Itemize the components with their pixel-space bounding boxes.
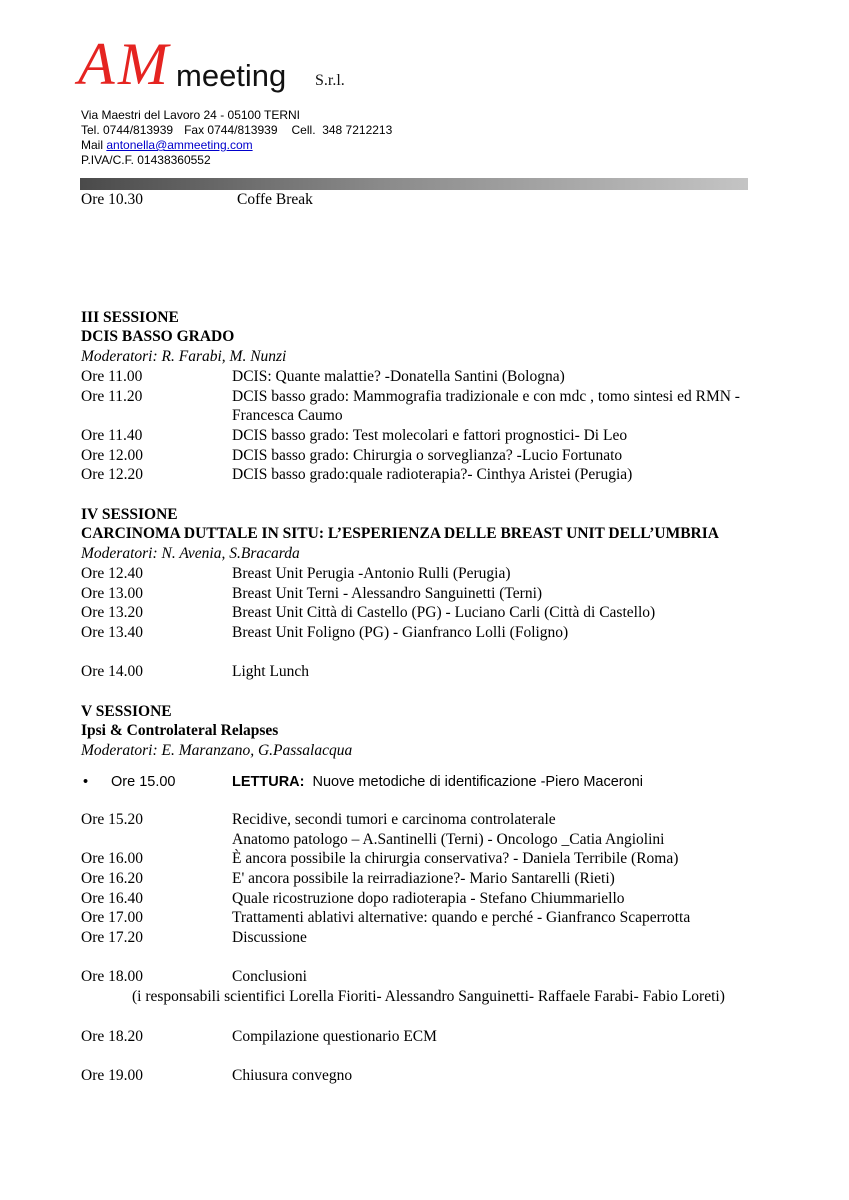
address: Via Maestri del Lavoro 24 - 05100 TERNI <box>81 108 301 122</box>
session-4-items <box>81 564 801 643</box>
time: Ore 12.40 <box>81 564 143 582</box>
logo-wordmark: meeting <box>176 58 287 93</box>
activity: Compilazione questionario ECM <box>232 1027 437 1045</box>
session-3-subtitle: DCIS BASSO GRADO <box>81 328 235 346</box>
session-3-title: III SESSIONE <box>81 308 179 326</box>
activity: DCIS basso grado: Mammografia tradizionale e con mdc , tomo sintesi ed RMN - <box>232 387 740 405</box>
activity: È ancora possibile la chirurgia conservativa? - Daniela Terribile (Roma) <box>232 850 679 868</box>
activity: Anatomo patologo – A.Santinelli (Terni) - Oncologo _Catia Angiolini <box>232 830 665 848</box>
lettura-row <box>81 772 801 792</box>
activity: DCIS basso grado: Chirurgia o sorveglianza? -Lucio Fortunato <box>232 446 623 464</box>
session-5-subtitle: Ipsi & Controlateral Relapses <box>81 722 279 740</box>
session-3-items <box>81 367 801 485</box>
time: Ore 16.20 <box>81 869 143 887</box>
activity: Chiusura convegno <box>232 1066 353 1084</box>
activity: Light Lunch <box>232 663 310 681</box>
activity: Recidive, secondi tumori e carcinoma controlaterale <box>232 810 556 828</box>
agenda-row <box>81 830 801 850</box>
session-4-title: IV SESSIONE <box>81 505 178 523</box>
session-5-title: V SESSIONE <box>81 702 172 720</box>
contact-block <box>81 108 392 168</box>
mail-row <box>81 138 392 153</box>
logo-letter-a: A <box>78 31 113 97</box>
mail-link[interactable]: antonella@ammeeting.com <box>106 138 253 152</box>
agenda-row <box>81 928 801 948</box>
activity: DCIS: Quante malattie? -Donatella Santini (Bologna) <box>232 367 565 385</box>
time: Ore 18.00 <box>81 968 143 986</box>
header-divider <box>80 178 748 190</box>
lunch-row <box>81 662 801 682</box>
agenda-row <box>81 889 801 909</box>
time: Ore 19.00 <box>81 1066 143 1084</box>
time: Ore 11.40 <box>81 426 143 444</box>
spacer <box>81 682 801 702</box>
time: Ore 15.20 <box>81 810 143 828</box>
bullet-icon: • <box>83 773 89 790</box>
activity: Breast Unit Terni - Alessandro Sanguinetti (Terni) <box>232 584 543 602</box>
spacer <box>81 948 801 968</box>
time: Ore 18.20 <box>81 1027 143 1045</box>
agenda-row <box>81 465 801 485</box>
activity: Breast Unit Città di Castello (PG) - Luciano Carli (Città di Castello) <box>232 604 656 622</box>
activity: Coffe Break <box>237 191 313 208</box>
agenda-row <box>81 564 801 584</box>
session-5-moderators: Moderatori: E. Maranzano, G.Passalacqua <box>81 742 353 760</box>
spacer <box>81 485 801 505</box>
agenda-row <box>81 367 801 387</box>
conclusions-row <box>81 967 801 987</box>
time: Ore 14.00 <box>81 663 143 681</box>
time: Ore 17.20 <box>81 929 143 947</box>
spacer <box>81 210 801 308</box>
phone-row <box>81 123 392 138</box>
time: Ore 11.20 <box>81 387 143 405</box>
spacer <box>81 1007 801 1027</box>
time: Ore 15.00 <box>111 773 176 790</box>
agenda-row <box>81 810 801 830</box>
agenda-row <box>81 387 801 407</box>
agenda-row <box>81 869 801 889</box>
activity: Quale ricostruzione dopo radioterapia - Stefano Chiummariello <box>232 889 625 907</box>
logo-company-type: S.r.l. <box>315 72 345 89</box>
spacer <box>81 792 801 810</box>
time: Ore 16.40 <box>81 889 143 907</box>
activity: Francesca Caumo <box>232 407 343 425</box>
activity: Trattamenti ablativi alternative: quando e perché - Gianfranco Scaperrotta <box>232 909 691 927</box>
activity: DCIS basso grado:quale radioterapia?- Cinthya Aristei (Perugia) <box>232 466 633 484</box>
activity: Conclusioni <box>232 968 307 986</box>
time: Ore 17.00 <box>81 909 143 927</box>
session-4-subtitle: CARCINOMA DUTTALE IN SITU: L’ESPERIENZA DELLE BREAST UNIT DELL’UMBRIA <box>81 525 719 543</box>
closing-row <box>81 1066 801 1086</box>
time: Ore 10.30 <box>81 191 143 208</box>
agenda-row <box>81 426 801 446</box>
session-5-items <box>81 810 801 948</box>
cell: Cell. 348 7212213 <box>291 123 393 137</box>
agenda-row <box>81 908 801 928</box>
vat-number: P.IVA/C.F. 01438360552 <box>81 153 211 167</box>
spacer <box>81 1046 801 1066</box>
ecm-row <box>81 1027 801 1047</box>
time: Ore 12.00 <box>81 446 143 464</box>
session-3-moderators: Moderatori: R. Farabi, M. Nunzi <box>81 348 287 366</box>
activity: Discussione <box>232 929 307 947</box>
activity: Breast Unit Perugia -Antonio Rulli (Perugia) <box>232 564 511 582</box>
time: Ore 12.20 <box>81 466 143 484</box>
scientific-leads: (i responsabili scientifici Lorella Fioriti- Alessandro Sanguinetti- Raffaele Farabi- Fabio Loreti) <box>132 988 725 1006</box>
time: Ore 13.40 <box>81 623 143 641</box>
agenda-row <box>81 406 801 426</box>
programme <box>81 190 801 1086</box>
lettura-content <box>232 772 643 792</box>
agenda-row <box>81 849 801 869</box>
logo-letter-m: M <box>118 31 168 97</box>
tel: Tel. 0744/813939 <box>81 123 174 137</box>
time: Ore 13.20 <box>81 604 143 622</box>
lettura-label: LETTURA: <box>232 773 305 790</box>
lettura-text: Nuove metodiche di identificazione -Piero Maceroni <box>312 773 643 790</box>
coffee-break-row <box>81 190 801 210</box>
time: Ore 11.00 <box>81 367 143 385</box>
company-logo <box>78 31 378 102</box>
fax: Fax 0744/813939 <box>184 123 278 137</box>
spacer <box>81 643 801 663</box>
agenda-row <box>81 584 801 604</box>
agenda-row <box>81 623 801 643</box>
activity: DCIS basso grado: Test molecolari e fattori prognostici- Di Leo <box>232 426 628 444</box>
mail-label: Mail <box>81 138 104 152</box>
session-4-moderators: Moderatori: N. Avenia, S.Bracarda <box>81 545 300 563</box>
activity: Breast Unit Foligno (PG) - Gianfranco Lolli (Foligno) <box>232 623 569 641</box>
time: Ore 16.00 <box>81 850 143 868</box>
agenda-row <box>81 603 801 623</box>
agenda-row <box>81 446 801 466</box>
activity: E' ancora possibile la reirradiazione?- Mario Santarelli (Rieti) <box>232 869 615 887</box>
time: Ore 13.00 <box>81 584 143 602</box>
